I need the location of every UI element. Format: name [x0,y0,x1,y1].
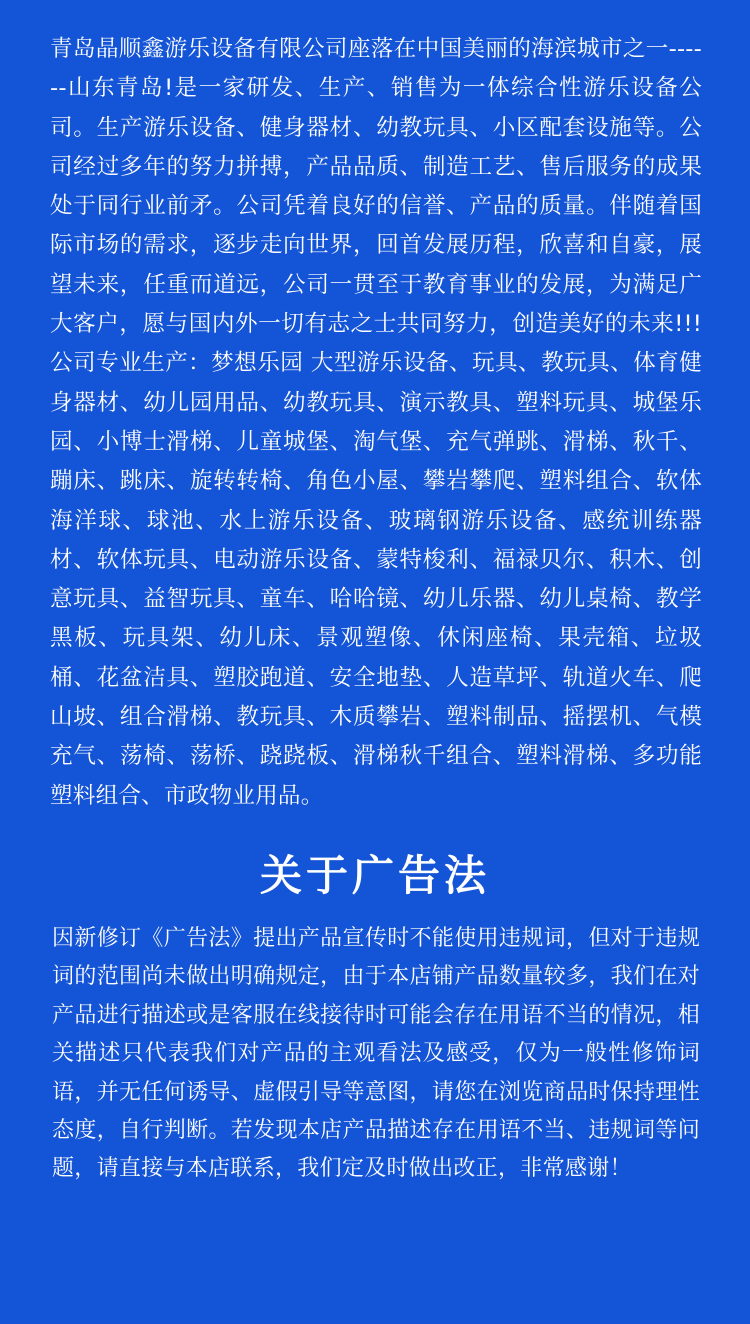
advertising-law-notice-paragraph: 因新修订《广告法》提出产品宣传时不能使用违规词，但对于违规词的范围尚未做出明确规定，由于本店铺产品数量较多，我们在对产品进行描述或是客服在线接待时可能会存在用语不当的情况，相关描述只代表我们对产品的主观看法及感受，仅为一般性修饰词语，并无任何诱导、虚假引导等意图，请您在浏览商品时保持理性态度，自行判断。若发现本店产品描述存在用语不当、违规词等问题，请直接与本店联系，我们定及时做出改正，非常感谢！ [52,926,700,1182]
company-intro-paragraph: 青岛晶顺鑫游乐设备有限公司座落在中国美丽的海滨城市之一------山东青岛!是一家研发、生产、销售为一体综合性游乐设备公司。生产游乐设备、健身器材、幼教玩具、小区配套设施等。公司经过多年的努力拼搏，产品品质、制造工艺、售后服务的成果处于同行业前矛。公司凭着良好的信誉、产品的质量。伴随着国际市场的需求，逐步走向世界，回首发展历程，欣喜和自豪，展望未来，任重而道远，公司一贯至于教育事业的发展，为满足广大客户，愿与国内外一切有志之士共同努力，创造美好的未来!!!公司专业生产：梦想乐园 大型游乐设备、玩具、教玩具、体育健身器材、幼儿园用品、幼教玩具、演示教具、塑料玩具、城堡乐园、小博士滑梯、儿童城堡、淘气堡、充气弹跳、滑梯、秋千、蹦床、跳床、旋转转椅、角色小屋、攀岩攀爬、塑料组合、软体海洋球、球池、水上游乐设备、玻璃钢游乐设备、感统训练器材、软体玩具、电动游乐设备、蒙特梭利、福禄贝尔、积木、创意玩具、益智玩具、童车、哈哈镜、幼儿乐器、幼儿桌椅、教学黑板、玩具架、幼儿床、景观塑像、休闲座椅、果壳箱、垃圾桶、花盆洁具、塑胶跑道、安全地垫、人造草坪、轨道火车、爬山坡、组合滑梯、教玩具、木质攀岩、塑料制品、摇摆机、气模充气、荡椅、荡桥、跷跷板、滑梯秋千组合、塑料滑梯、多功能塑料组合、市政物业用品。 [50,36,702,809]
advertising-law-title: 关于广告法 [259,851,490,900]
